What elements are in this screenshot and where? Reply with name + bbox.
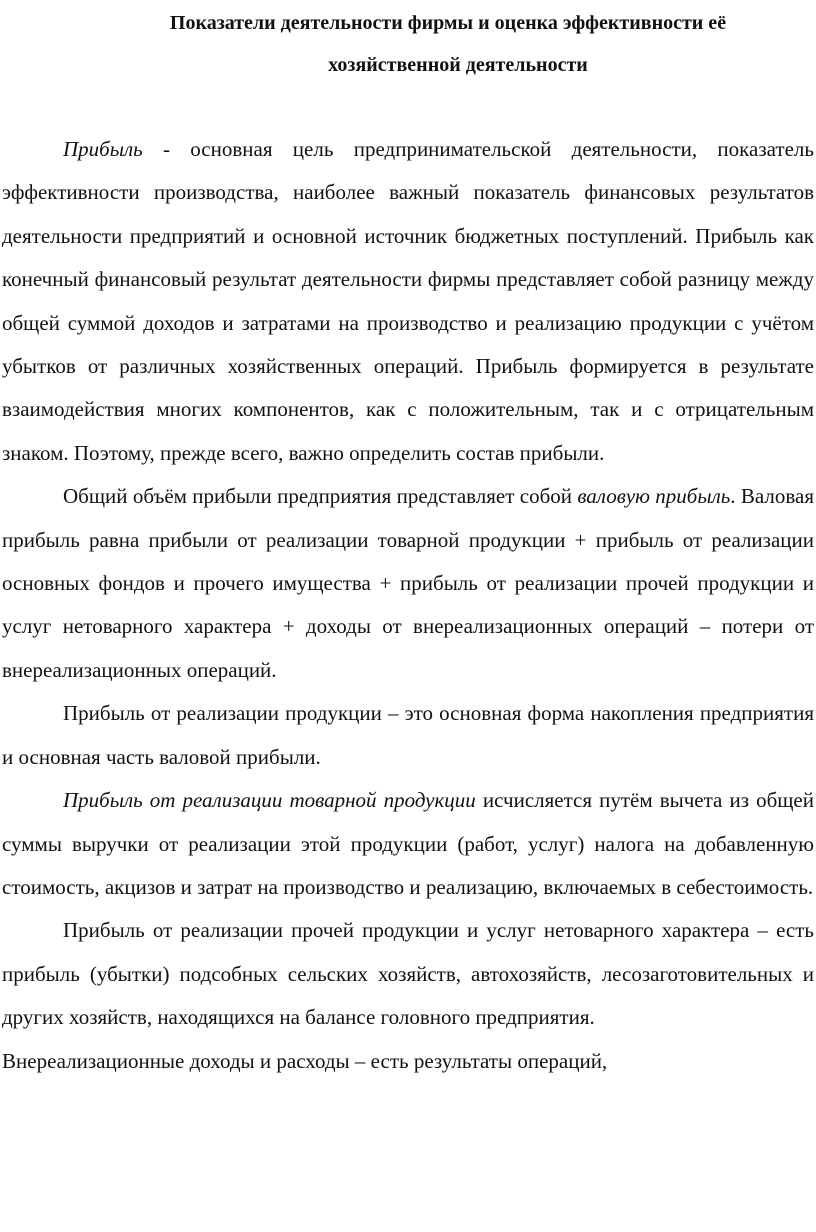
paragraph-commodity-profit — [2, 779, 814, 909]
paragraph-sales-profit: Прибыль от реализации продукции – это основная форма накопления предприятия и основная часть валовой прибыли. — [2, 701, 814, 769]
term-profit: Прибыль — [63, 137, 143, 161]
document-title — [2, 0, 814, 86]
title-line-2: хозяйственной деятельности — [328, 54, 588, 76]
paragraph-1-text: - основная цель предпринимательской деятельности, показатель эффективности производства, наиболее важный показатель финансовых результатов деятельности предприятий и основной источник бюджетных поступлений. Прибыль как конечный финансовый результат деятельности фирмы представляет собой разницу между общей суммой доходов и затратами на производство и реализацию продукции с учётом убытков от различных хозяйственных операций. Прибыль формируется в результате взаимодействия многих компонентов, как с положительным, так и с отрицательным знаком. Поэтому, прежде всего, важно определить состав прибыли. — [2, 137, 814, 465]
paragraph-gross-profit — [2, 475, 814, 692]
term-gross-profit: валовую прибыль — [577, 484, 731, 509]
paragraph-profit-definition — [2, 128, 814, 475]
paragraph-4-text: исчисляется путём вычета из общей суммы выручки от реализации этой продукции (работ, услуг) налога на добавленную стоимость, акцизов и затрат на производство и реализацию, включаемых в себестоимость. — [2, 788, 814, 899]
paragraph-2-text-after: . Валовая прибыль равна прибыли от реализации товарной продукции + прибыль от реализации основных фондов и прочего имущества + прибыль от реализации прочей продукции и услуг нетоварного характера + доходы от внереализационных операций – потери от внереализационных операций. — [2, 484, 814, 682]
paragraph-other-products-profit: Прибыль от реализации прочей продукции и услуг нетоварного характера – есть прибыль (убытки) подсобных сельских хозяйств, автохозяйств, лесозаготовительных и других хозяйств, находящихся на балансе головного предприятия. — [2, 918, 814, 1030]
term-commodity-profit: Прибыль от реализации товарной продукции — [63, 788, 476, 813]
title-line-1: Показатели деятельности фирмы и оценка эффективности её — [169, 12, 727, 34]
paragraph-2-text-before: Общий объём прибыли предприятия представляет собой — [63, 484, 578, 509]
paragraph-non-operating: Внереализационные доходы и расходы – есть результаты операций, — [2, 1048, 608, 1073]
